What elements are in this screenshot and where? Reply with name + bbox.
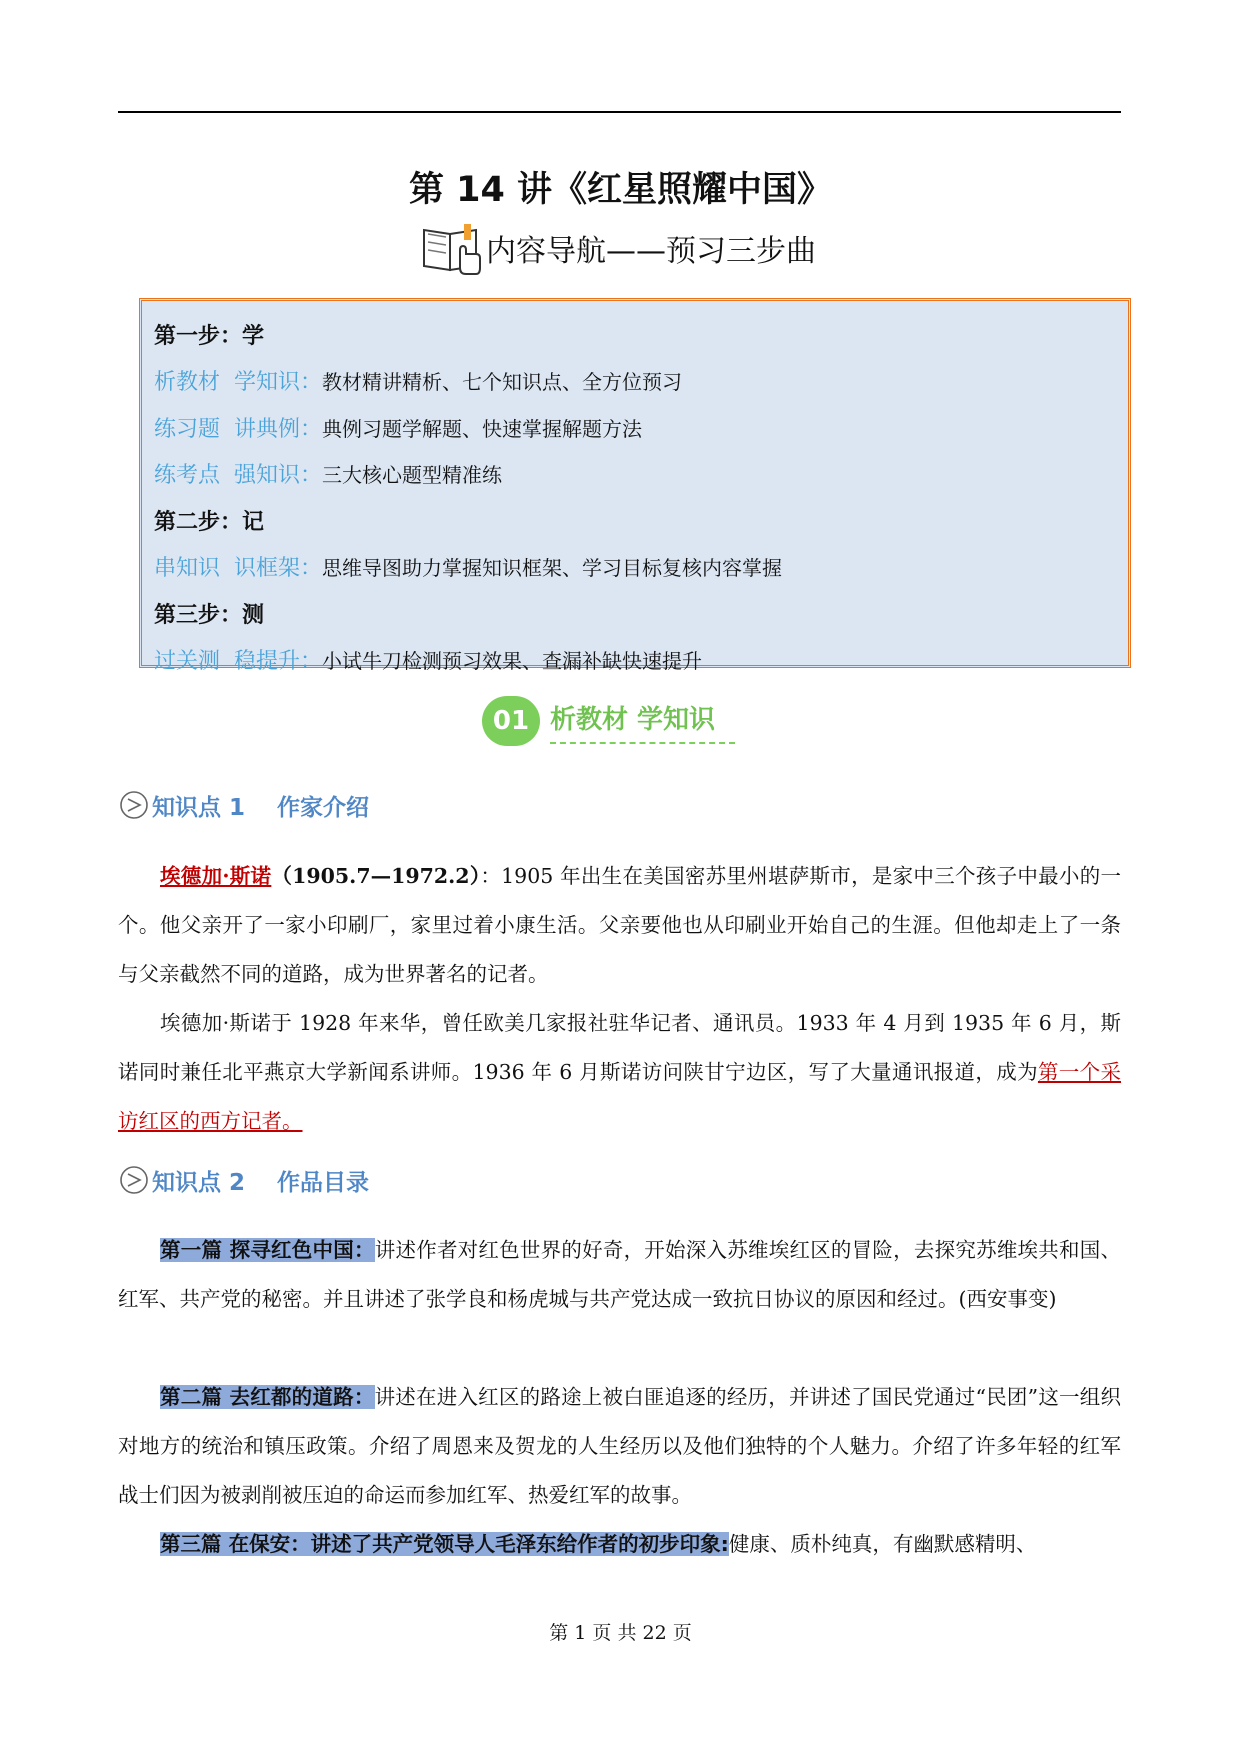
guide-row-desc: 思维导图助力掌握知识框架、学习目标复核内容掌握 <box>322 556 782 581</box>
section-number-badge: 01 <box>482 696 540 746</box>
guide-row-desc: 典例习题学解题、快速掌握解题方法 <box>322 416 642 441</box>
guide-row-desc: 教材精讲精析、七个知识点、全方位预习 <box>322 370 682 395</box>
author-bio: ：1905 年出生在美国密苏里州堪萨斯市，是家中三个孩子中最小的一个。他父亲开了一家小印刷厂，家里过着小康生活。父亲要他也从印刷业开始自己的生涯。但他却走上了一条与父亲截然不同的道路，成为世界著名的记者。 <box>118 864 1121 986</box>
work-chapter-2 <box>118 1373 1121 1520</box>
preview-guide-box <box>139 298 1131 675</box>
step-2-title: 第二步：记 <box>154 509 265 535</box>
guide-row <box>154 451 1116 498</box>
author-paragraph-2 <box>118 999 1121 1146</box>
guide-row <box>154 544 1116 591</box>
work-chapter-3 <box>118 1520 1121 1569</box>
chapter-heading: 第二篇 去红都的道路： <box>160 1385 375 1409</box>
knowledge-point-title: 知识点 1 作家介绍 <box>152 794 370 821</box>
guide-row <box>154 404 1116 451</box>
section-title: 析教材 学知识 <box>550 699 735 744</box>
guide-row <box>154 358 1116 405</box>
chapter-heading: 第三篇 在保安：讲述了共产党领导人毛泽东给作者的初步印象: <box>160 1532 729 1556</box>
guide-row-desc: 小试牛刀检测预习效果、查漏补缺快速提升 <box>322 649 702 674</box>
guide-row-label: 串知识 识框架： <box>154 556 322 582</box>
knowledge-point-title: 知识点 2 作品目录 <box>152 1169 370 1196</box>
author-dates: （1905.7—1972.2） <box>271 864 481 888</box>
page-title: 第 14 讲《红星照耀中国》 <box>408 170 833 210</box>
section-heading <box>482 696 735 746</box>
author-paragraph-1 <box>118 852 1121 999</box>
guide-row-label: 析教材 学知识： <box>154 370 322 396</box>
guide-row-label: 过关测 稳提升： <box>154 649 322 675</box>
step-1-title: 第一步：学 <box>154 323 265 349</box>
knowledge-point-heading <box>118 788 369 822</box>
author-name: 埃德加·斯诺 <box>160 864 272 888</box>
chapter-summary: 讲述在进入红区的路途上被白匪追逐的经历，并讲述了国民党通过“民团”这一组织对地方的统治和镇压政策。介绍了周恩来及贺龙的人生经历以及他们独特的个人魅力。介绍了许多年轻的红军战士们因为被剥削被压迫的命运而参加红军、热爱红军的故事。 <box>118 1385 1121 1507</box>
guide-row-desc: 三大核心题型精准练 <box>322 463 502 488</box>
nav-title: 内容导航——预习三步曲 <box>486 234 816 269</box>
arrow-circle-icon <box>118 1163 152 1197</box>
chapter-summary: 讲述作者对红色世界的好奇，开始深入苏维埃红区的冒险，去探究苏维埃共和国、红军、共产党的秘密。并且讲述了张学良和杨虎城与共产党达成一致抗日协议的原因和经过。(西安事变) <box>118 1238 1121 1311</box>
guide-row-label: 练习题 讲典例： <box>154 416 322 442</box>
author-highlight: 第一个采访红区的西方记者。 <box>118 1060 1121 1133</box>
guide-row <box>154 637 1116 684</box>
header-rule <box>118 111 1121 113</box>
guide-row-label: 练考点 强知识： <box>154 463 322 489</box>
author-career: 埃德加·斯诺于 1928 年来华，曾任欧美几家报社驻华记者、通讯员。1933 年 4 月到 1935 年 6 月，斯诺同时兼任北平燕京大学新闻系讲师。1936 年 6 月斯诺访问陕甘宁边区，写了大量通讯报道，成为 <box>118 1011 1121 1084</box>
knowledge-point-heading <box>118 1163 369 1197</box>
book-hand-icon <box>420 220 484 276</box>
arrow-circle-icon <box>118 788 152 822</box>
work-chapter-1 <box>118 1226 1121 1324</box>
chapter-summary: 健康、质朴纯真，有幽默感精明、 <box>728 1532 1037 1556</box>
page-footer: 第 1 页 共 22 页 <box>549 1622 692 1644</box>
chapter-heading: 第一篇 探寻红色中国： <box>160 1238 375 1262</box>
step-3-title: 第三步：测 <box>154 602 265 628</box>
content-nav <box>420 220 816 276</box>
